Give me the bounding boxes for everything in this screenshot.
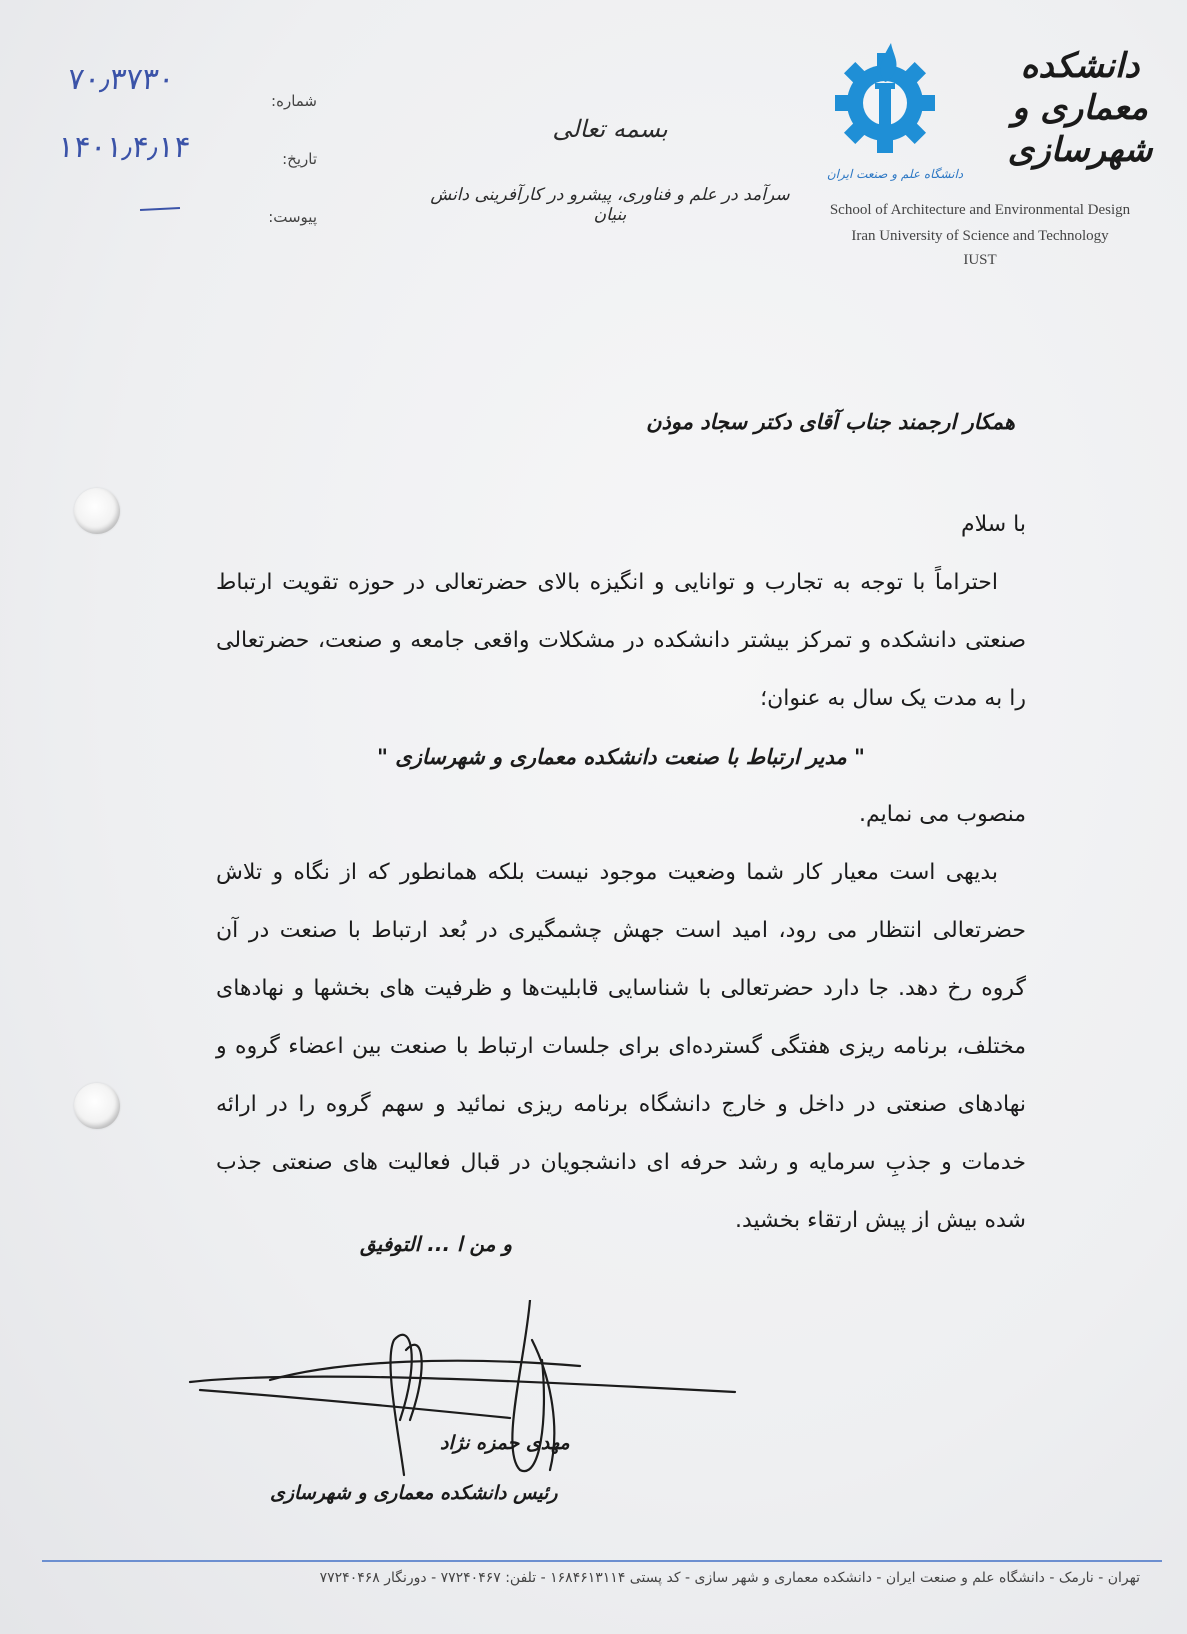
paragraph-1: احتراماً با توجه به تجارب و توانایی و انگیزه بالای حضرتعالی در حوزه تقویت ارتباط صنعتی دانشکده و تمرکز بیشتر دانشکده در مشکلات واقعی جامعه و صنعت، حضرتعالی را به مدت یک سال به عنوان؛: [216, 570, 1026, 711]
handwritten-date: ۱۴۰۱٫۴٫۱۴: [56, 130, 193, 165]
english-line-2: Iran University of Science and Technology: [851, 228, 1109, 244]
footer-address: تهران - نارمک - دانشگاه علم و صنعت ایران - دانشکده معماری و شهر سازی - کد پستی ۱۶۸۴۶۱۳۱۱۴ - تلفن: ۷۷۲۴۰۴۶۷ - دورنگار ۷۷۲۴۰۴۶۸: [319, 1570, 1140, 1586]
recipient: همکار ارجمند جناب آقای دکتر سجاد موذن: [646, 410, 1015, 434]
date-label: تاریخ:: [282, 150, 317, 168]
letter-body: [216, 496, 1026, 1250]
english-line-1: School of Architecture and Environmental Design: [829, 202, 1131, 218]
punch-hole-top: [74, 488, 120, 534]
greeting: با سلام: [960, 512, 1026, 537]
signature-mark: [180, 1300, 750, 1510]
footer-rule: [42, 1560, 1162, 1562]
appointment-title: " مدیر ارتباط با صنعت دانشکده معماری و شهرسازی ": [377, 745, 865, 769]
appointed-line: منصوب می نمایم.: [859, 802, 1026, 827]
punch-hole-bottom: [74, 1083, 120, 1129]
motto: سرآمد در علم و فناوری، پیشرو در کارآفرینی دانش بنیان: [430, 185, 790, 225]
closing: و من ا ... التوفیق: [360, 1232, 513, 1256]
handwritten-number: ۷۰٫۳۷۳۰: [66, 62, 177, 97]
invocation: بسمه تعالی: [552, 115, 668, 143]
paragraph-2: بدیهی است معیار کار شما وضعیت موجود نیست بلکه همانطور که از نگاه و تلاش حضرتعالی انتظار می رود، امید است جهش چشمگیری در بُعد ارتباط با صنعت در آن گروه رخ دهد. جا دارد حضرتعالی با شناسایی قابلیت‌ها و ظرفیت های بخشها و نهادهای مختلف، برنامه ریزی هفتگی گسترده‌ای برای جلسات ارتباط با صنعت بین اعضاء گروه و نهادهای صنعتی در داخل و خارج دانشگاه برنامه ریزی نمائید و سهم گروه را در ارائه خدمات و جذبِ سرمایه و رشد حرفه ای دانشجویان در قبال فعالیت های صنعتی جذب شده بیش از پیش ارتقاء بخشید.: [216, 860, 1026, 1233]
handwritten-attachment-dash: [140, 207, 180, 211]
university-logo-icon: [835, 35, 980, 175]
attachment-label: پیوست:: [268, 208, 317, 226]
english-line-3: IUST: [963, 252, 997, 268]
signer-title: رئیس دانشکده معماری و شهرسازی: [270, 1482, 558, 1504]
number-label: شماره:: [271, 92, 317, 110]
signer-name: مهدی حمزه نژاد: [440, 1432, 570, 1454]
faculty-name-fa: دانشکده معماری و شهرسازی: [1007, 46, 1153, 170]
university-name-fa: دانشگاه علم و صنعت ایران: [826, 167, 964, 181]
